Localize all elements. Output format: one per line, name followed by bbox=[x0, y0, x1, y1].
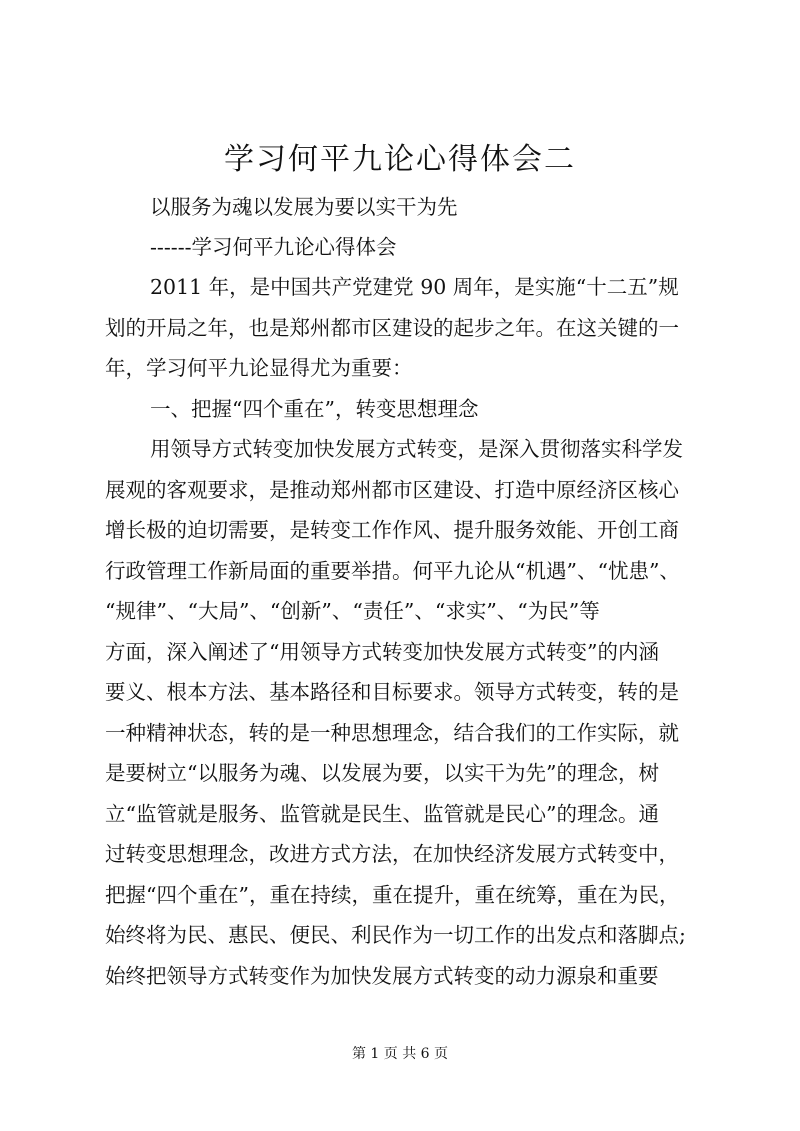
paragraph-line: 方面，深入阐述了“用领导方式转变加快发展方式转变”的内涵 bbox=[105, 640, 659, 664]
paragraph-line: 年，学习何平九论显得尤为重要： bbox=[105, 356, 413, 380]
document-title: 学习何平九论心得体会二 bbox=[224, 142, 576, 177]
subtitle-line: 以服务为魂以发展为要以实干为先 bbox=[150, 195, 458, 219]
paragraph-line: 增长极的迫切需要，是转变工作作风、提升服务效能、开创工商 bbox=[105, 518, 679, 542]
paragraph-line: 要义、根本方法、基本路径和目标要求。领导方式转变，转的是 bbox=[105, 680, 679, 704]
paragraph-line: 2011 年，是中国共产党建党 90 周年，是实施“十二五”规 bbox=[150, 275, 679, 299]
paragraph-line: “规律”、“大局”、“创新”、“责任”、“求实”、“为民”等 bbox=[105, 599, 600, 623]
paragraph-line: 把握“四个重在”，重在持续，重在提升，重在统筹，重在为民， bbox=[105, 883, 680, 907]
paragraph-line: 划的开局之年，也是郑州都市区建设的起步之年。在这关键的一 bbox=[105, 316, 679, 340]
paragraph-line: 始终把领导方式转变作为加快发展方式转变的动力源泉和重要 bbox=[105, 964, 659, 988]
paragraph-line: 始终将为民、惠民、便民、利民作为一切工作的出发点和落脚点; bbox=[105, 923, 686, 947]
paragraph-line: 用领导方式转变加快发展方式转变，是深入贯彻落实科学发 bbox=[150, 437, 683, 461]
page-number-footer: 第 1 页 共 6 页 bbox=[351, 1046, 449, 1062]
paragraph-line: 是要树立“以服务为魂、以发展为要，以实干为先”的理念，树 bbox=[105, 761, 659, 785]
paragraph-line: 行政管理工作新局面的重要举措。何平九论从“机遇”、“忧患”、 bbox=[105, 559, 680, 583]
paragraph-line: 立“监管就是服务、监管就是民生、监管就是民心”的理念。通 bbox=[105, 802, 659, 826]
paragraph-line: 展观的客观要求，是推动郑州都市区建设、打造中原经济区核心 bbox=[105, 478, 679, 502]
subtitle-byline: ------学习何平九论心得体会 bbox=[150, 235, 397, 259]
paragraph-line: 一种精神状态，转的是一种思想理念，结合我们的工作实际，就 bbox=[105, 721, 679, 745]
section-heading: 一、把握“四个重在”，转变思想理念 bbox=[150, 397, 479, 421]
paragraph-line: 过转变思想理念，改进方式方法，在加快经济发展方式转变中， bbox=[105, 842, 679, 866]
